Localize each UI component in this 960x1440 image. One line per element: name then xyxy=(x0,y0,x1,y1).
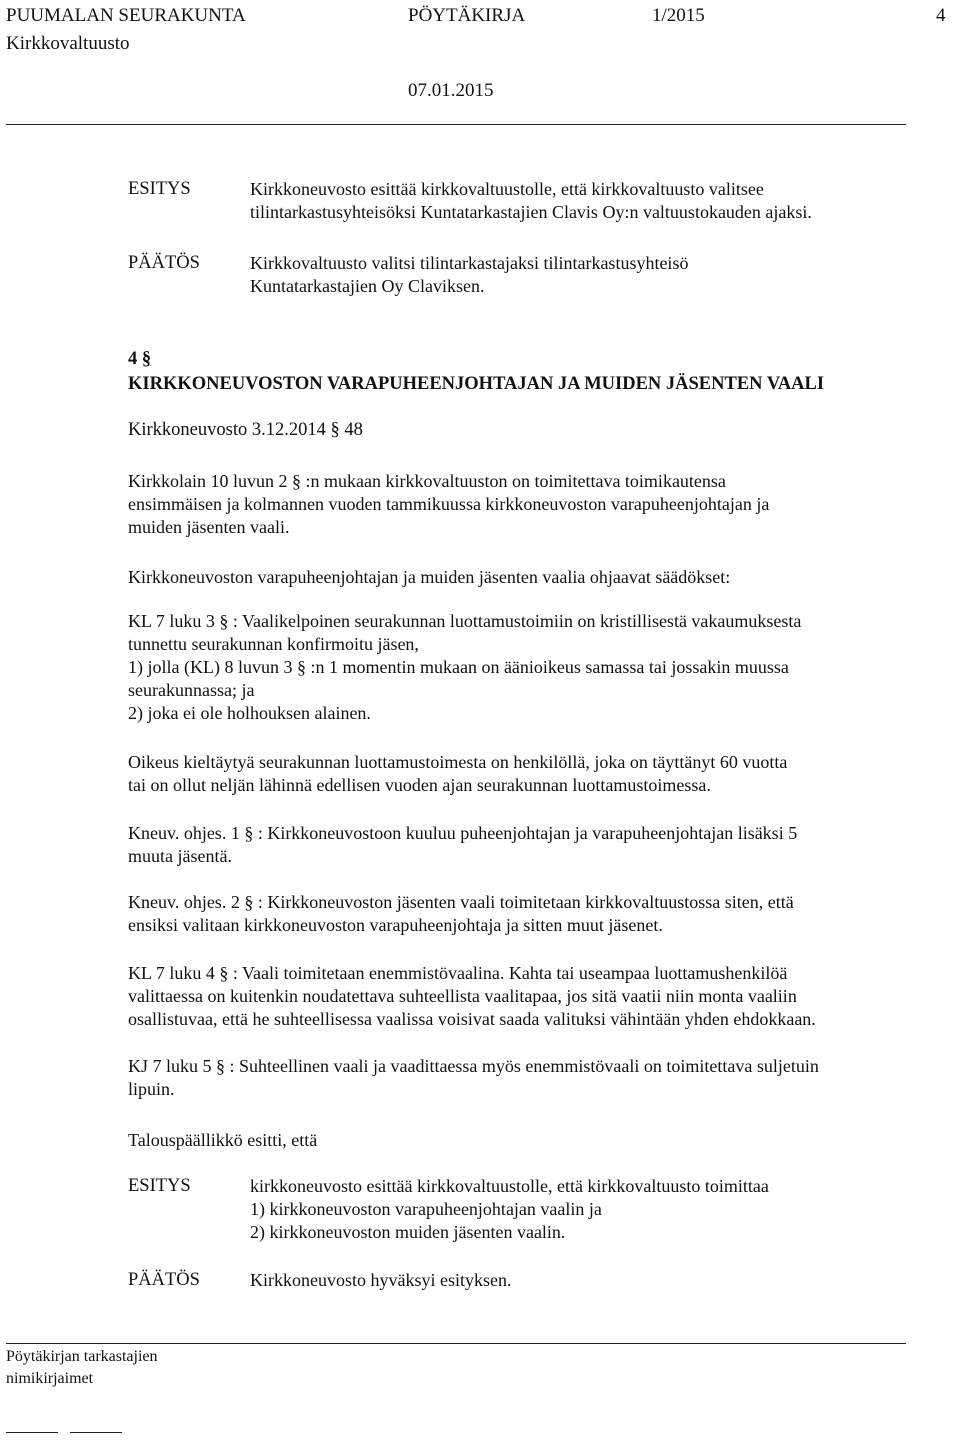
text-line: 2) joka ei ole holhouksen alainen. xyxy=(128,703,371,723)
text-line: Talouspäällikkö esitti, että xyxy=(128,1130,318,1150)
footer-divider xyxy=(6,1343,906,1344)
text-line: tilintarkastusyhteisöksi Kuntatarkastajien Clavis Oy:n valtuustokauden ajaksi. xyxy=(250,202,812,222)
text-line: osallistuvaa, että he suhteellisessa vaalissa voisivat saada valituksi vähintään yhden ehdokkaan. xyxy=(128,1009,816,1029)
text-line: ensiksi valitaan kirkkoneuvoston varapuheenjohtaja ja sitten muut jäsenet. xyxy=(128,915,663,935)
paragraph-kj-7-5 xyxy=(128,1055,819,1101)
header-parish: PUUMALAN SEURAKUNTA xyxy=(6,5,246,26)
initials-line-1 xyxy=(6,1432,58,1433)
text-line: KL 7 luku 3 § : Vaalikelpoinen seurakunnan luottamustoimiin on kristillisestä vakaumuksesta xyxy=(128,611,802,631)
text-line: 1) kirkkoneuvoston varapuheenjohtajan vaalin ja xyxy=(250,1199,602,1219)
paragraph-kl-7-3 xyxy=(128,610,801,725)
text-line: KJ 7 luku 5 § : Suhteellinen vaali ja vaadittaessa myös enemmistövaali on toimitettava suljetuin xyxy=(128,1056,819,1076)
paatos-text-top xyxy=(250,252,930,298)
paragraph-kirkkolaki xyxy=(128,470,769,539)
item-number xyxy=(128,348,151,371)
reference-prefix: Kirkkoneuvosto 3.12.2014 xyxy=(128,420,326,440)
text-line: Kirkkoneuvoston varapuheenjohtajan ja muiden jäsenten vaalia ohjaavat säädökset: xyxy=(128,567,731,587)
text-line: ensimmäisen ja kolmannen vuoden tammikuussa kirkkoneuvoston varapuheenjohtajan ja xyxy=(128,494,770,514)
text-line: lipuin. xyxy=(128,1079,175,1099)
header-page-number: 4 xyxy=(936,5,946,26)
section-sign: § xyxy=(141,349,152,369)
item-reference xyxy=(128,419,363,442)
text-line: Kneuv. ohjes. 2 § : Kirkkoneuvoston jäsenten vaali toimitetaan kirkkovaltuustossa siten, että xyxy=(128,892,794,912)
esitys-label-bottom: ESITYS xyxy=(128,1176,191,1196)
text-line: seurakunnassa; ja xyxy=(128,680,255,700)
paragraph-saadokset xyxy=(128,566,730,589)
initials-line-2 xyxy=(70,1432,122,1433)
header-doc-type: PÖYTÄKIRJA xyxy=(408,5,526,26)
header-date: 07.01.2015 xyxy=(408,80,494,101)
item-title: KIRKKONEUVOSTON VARAPUHEENJOHTAJAN JA MUIDEN JÄSENTEN VAALI xyxy=(128,374,825,394)
text-line: Kirkkovaltuusto valitsi tilintarkastajaksi tilintarkastusyhteisö xyxy=(250,253,689,273)
reference-section-sign: § xyxy=(330,420,340,440)
text-line: kirkkoneuvosto esittää kirkkovaltuustolle, että kirkkovaltuusto toimittaa xyxy=(250,1176,769,1196)
text-line: Oikeus kieltäytyä seurakunnan luottamustoimesta on henkilöllä, joka on täyttänyt 60 vuotta xyxy=(128,752,788,772)
footer-reviewers-label: Pöytäkirjan tarkastajien xyxy=(6,1348,158,1365)
header-divider xyxy=(6,124,906,125)
paatos-label-bottom: PÄÄTÖS xyxy=(128,1270,200,1290)
esitys-text-top xyxy=(250,178,930,224)
item-number-value: 4 xyxy=(128,349,138,369)
text-line: muiden jäsenten vaali. xyxy=(128,517,290,537)
text-line: 2) kirkkoneuvoston muiden jäsenten vaalin. xyxy=(250,1222,566,1242)
text-line: 1) jolla (KL) 8 luvun 3 § :n 1 momentin mukaan on äänioikeus samassa tai jossakin muussa xyxy=(128,657,789,677)
paatos-text-bottom xyxy=(250,1269,930,1292)
paragraph-kneuv-2 xyxy=(128,891,794,937)
text-line: Kuntatarkastajien Oy Claviksen. xyxy=(250,276,485,296)
reference-number: 48 xyxy=(344,420,363,440)
paatos-label-top: PÄÄTÖS xyxy=(128,253,200,273)
paragraph-kieltaytyminen xyxy=(128,751,787,797)
text-line: KL 7 luku 4 § : Vaali toimitetaan enemmistövaalina. Kahta tai useampaa luottamushenkilöä xyxy=(128,963,788,983)
header-body-name: Kirkkovaltuusto xyxy=(6,33,130,54)
paragraph-talouspaallikko xyxy=(128,1129,317,1152)
text-line: muuta jäsentä. xyxy=(128,846,232,866)
text-line: tunnettu seurakunnan konfirmoitu jäsen, xyxy=(128,634,419,654)
text-line: Kirkkoneuvosto hyväksyi esityksen. xyxy=(250,1270,512,1290)
text-line: Kirkkolain 10 luvun 2 § :n mukaan kirkkovaltuuston on toimitettava toimikautensa xyxy=(128,471,726,491)
footer-initials-label: nimikirjaimet xyxy=(6,1370,94,1387)
text-line: valittaessa on kuitenkin noudatettava suhteellista vaalitapaa, jos sitä vaatii niin monta vaaliin xyxy=(128,986,797,1006)
paragraph-kl-7-4 xyxy=(128,962,816,1031)
paragraph-kneuv-1 xyxy=(128,822,797,868)
text-line: Kneuv. ohjes. 1 § : Kirkkoneuvostoon kuuluu puheenjohtajan ja varapuheenjohtajan lisäksi 5 xyxy=(128,823,798,843)
esitys-label-top: ESITYS xyxy=(128,179,191,199)
text-line: tai on ollut neljän lähinnä edellisen vuoden ajan seurakunnan luottamustoimessa. xyxy=(128,775,711,795)
text-line: Kirkkoneuvosto esittää kirkkovaltuustolle, että kirkkovaltuusto valitsee xyxy=(250,179,764,199)
esitys-text-bottom xyxy=(250,1175,930,1244)
header-doc-number: 1/2015 xyxy=(652,5,705,26)
